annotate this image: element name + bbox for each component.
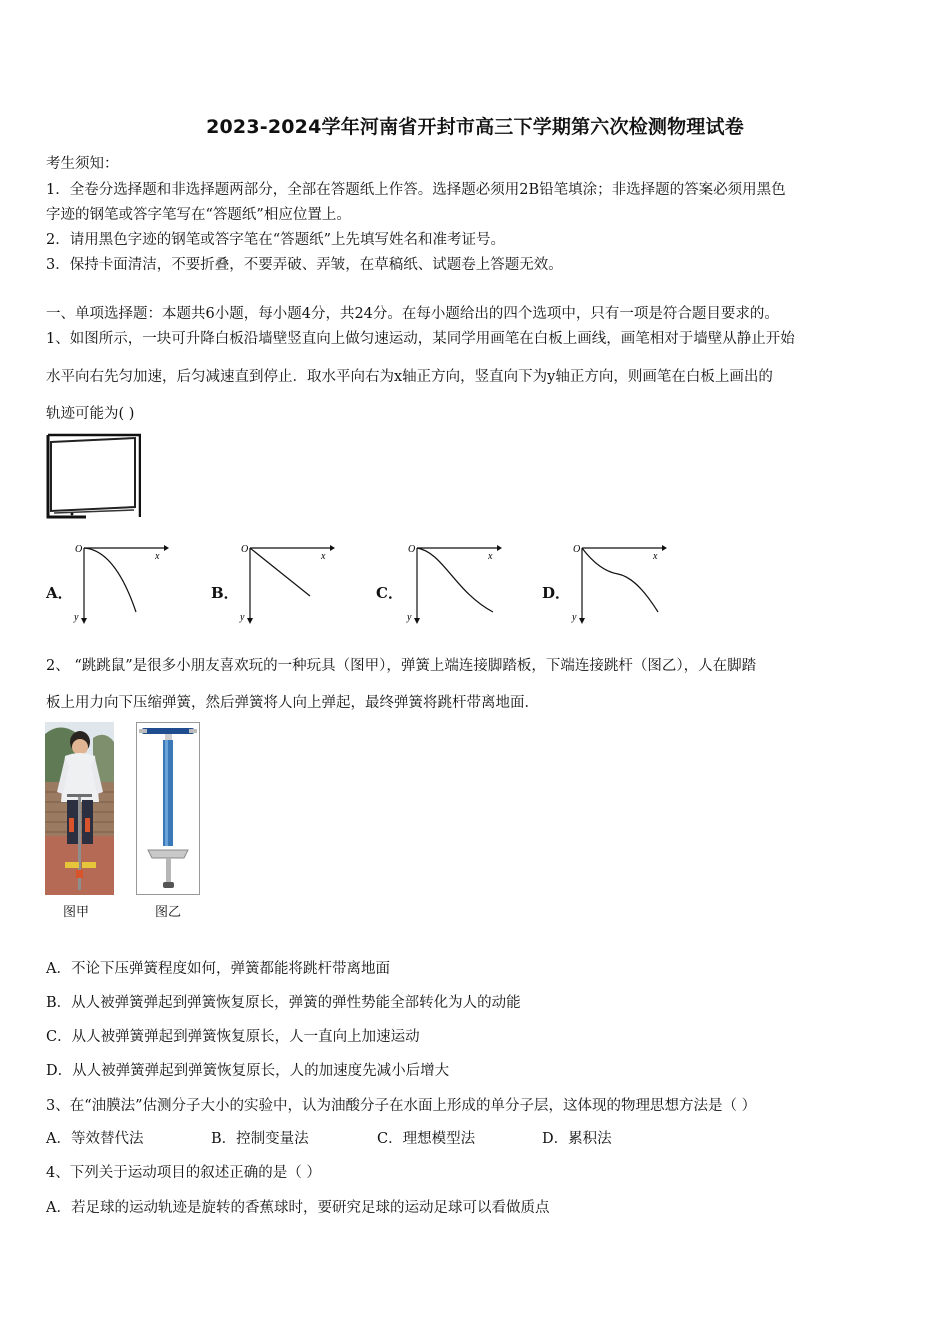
q4-stem: 4、下列关于运动项目的叙述正确的是（ ）	[46, 1165, 321, 1181]
caption-figure-b: 图乙	[155, 905, 182, 920]
q1-option-c-origin: O	[408, 544, 416, 555]
q1-stem-line-1: 1、如图所示，一块可升降白板沿墙壁竖直向上做匀速运动，某同学用画笔在白板上画线，画笔相对于墙壁从静止开始	[46, 331, 795, 347]
q1-option-a-x-label: x	[155, 551, 160, 562]
q1-stem-line-2: 水平向右先匀加速，后匀减速直到停止．取水平向右为x轴正方向，竖直向下为y轴正方向，则画笔在白板上画出的	[46, 369, 773, 385]
q3-option-d[interactable]: D．累积法	[542, 1131, 612, 1147]
notice-item-3: 3．保持卡面清洁，不要折叠，不要弄破、弄皱，在草稿纸、试题卷上答题无效。	[46, 257, 563, 273]
q1-option-b-label[interactable]: B．	[211, 584, 239, 602]
notice-heading: 考生须知：	[46, 156, 119, 172]
whiteboard-figure	[46, 433, 141, 519]
notice-item-1-line-2: 字迹的钢笔或答字笔写在“答题纸”相应位置上。	[46, 207, 351, 223]
q1-option-a-label[interactable]: A．	[46, 584, 73, 602]
exam-title: 2023-2024学年河南省开封市高三下学期第六次检测物理试卷	[206, 116, 744, 138]
q2-option-a[interactable]: A．不论下压弹簧程度如何，弹簧都能将跳杆带离地面	[46, 961, 390, 977]
q1-option-a-origin: O	[75, 544, 83, 555]
q2-option-b[interactable]: B．从人被弹簧弹起到弹簧恢复原长，弹簧的弹性势能全部转化为人的动能	[46, 995, 521, 1011]
section-heading: 一、单项选择题：本题共6小题，每小题4分，共24分。在每小题给出的四个选项中，只有一项是符合题目要求的。	[46, 306, 779, 322]
q1-option-b-graph[interactable]	[236, 540, 336, 625]
q2-stem-line-1: 2、 “跳跳鼠”是很多小朋友喜欢玩的一种玩具（图甲），弹簧上端连接脚踏板，下端连接跳杆（图乙），人在脚踏	[46, 658, 757, 674]
q3-option-b[interactable]: B．控制变量法	[211, 1131, 309, 1147]
q1-option-d-y-label: y	[572, 612, 577, 623]
caption-figure-a: 图甲	[63, 905, 90, 920]
notice-item-2: 2．请用黑色字迹的钢笔或答字笔在“答题纸”上先填写姓名和准考证号。	[46, 232, 506, 248]
q1-option-c-x-label: x	[488, 551, 493, 562]
q1-option-d-label[interactable]: D．	[542, 584, 571, 602]
q2-option-d[interactable]: D．从人被弹簧弹起到弹簧恢复原长，人的加速度先减小后增大	[46, 1063, 450, 1079]
q2-option-c[interactable]: C．从人被弹簧弹起到弹簧恢复原长，人一直向上加速运动	[46, 1029, 420, 1045]
q3-stem: 3、在“油膜法”估测分子大小的实验中，认为油酸分子在水面上形成的单分子层，这体现的物理思想方法是（ ）	[46, 1098, 757, 1114]
q4-option-a[interactable]: A．若足球的运动轨迹是旋转的香蕉球时，要研究足球的运动足球可以看做质点	[46, 1200, 550, 1216]
q1-option-c-label[interactable]: C．	[376, 584, 403, 602]
q1-option-c-graph[interactable]	[403, 540, 503, 625]
q1-option-c-y-label: y	[407, 612, 412, 623]
q1-option-d-x-label: x	[653, 551, 658, 562]
pogo-stick-photo	[136, 722, 200, 895]
q3-option-a[interactable]: A．等效替代法	[46, 1131, 144, 1147]
q1-option-d-graph[interactable]	[568, 540, 668, 625]
q1-option-b-x-label: x	[321, 551, 326, 562]
q1-stem-line-3: 轨迹可能为( )	[46, 406, 135, 422]
notice-item-1-line-1: 1．全卷分选择题和非选择题两部分，全部在答题纸上作答。选择题必须用2B铅笔填涂；非选择题的答案必须用黑色	[46, 182, 786, 198]
q1-option-a-graph[interactable]	[70, 540, 170, 625]
q1-option-d-origin: O	[573, 544, 581, 555]
q3-option-c[interactable]: C．理想模型法	[377, 1131, 476, 1147]
q2-stem-line-2: 板上用力向下压缩弹簧，然后弹簧将人向上弹起，最终弹簧将跳杆带离地面．	[46, 695, 539, 711]
q1-option-b-origin: O	[241, 544, 249, 555]
q1-option-a-y-label: y	[74, 612, 79, 623]
q1-option-b-y-label: y	[240, 612, 245, 623]
pogo-child-photo	[45, 722, 114, 895]
